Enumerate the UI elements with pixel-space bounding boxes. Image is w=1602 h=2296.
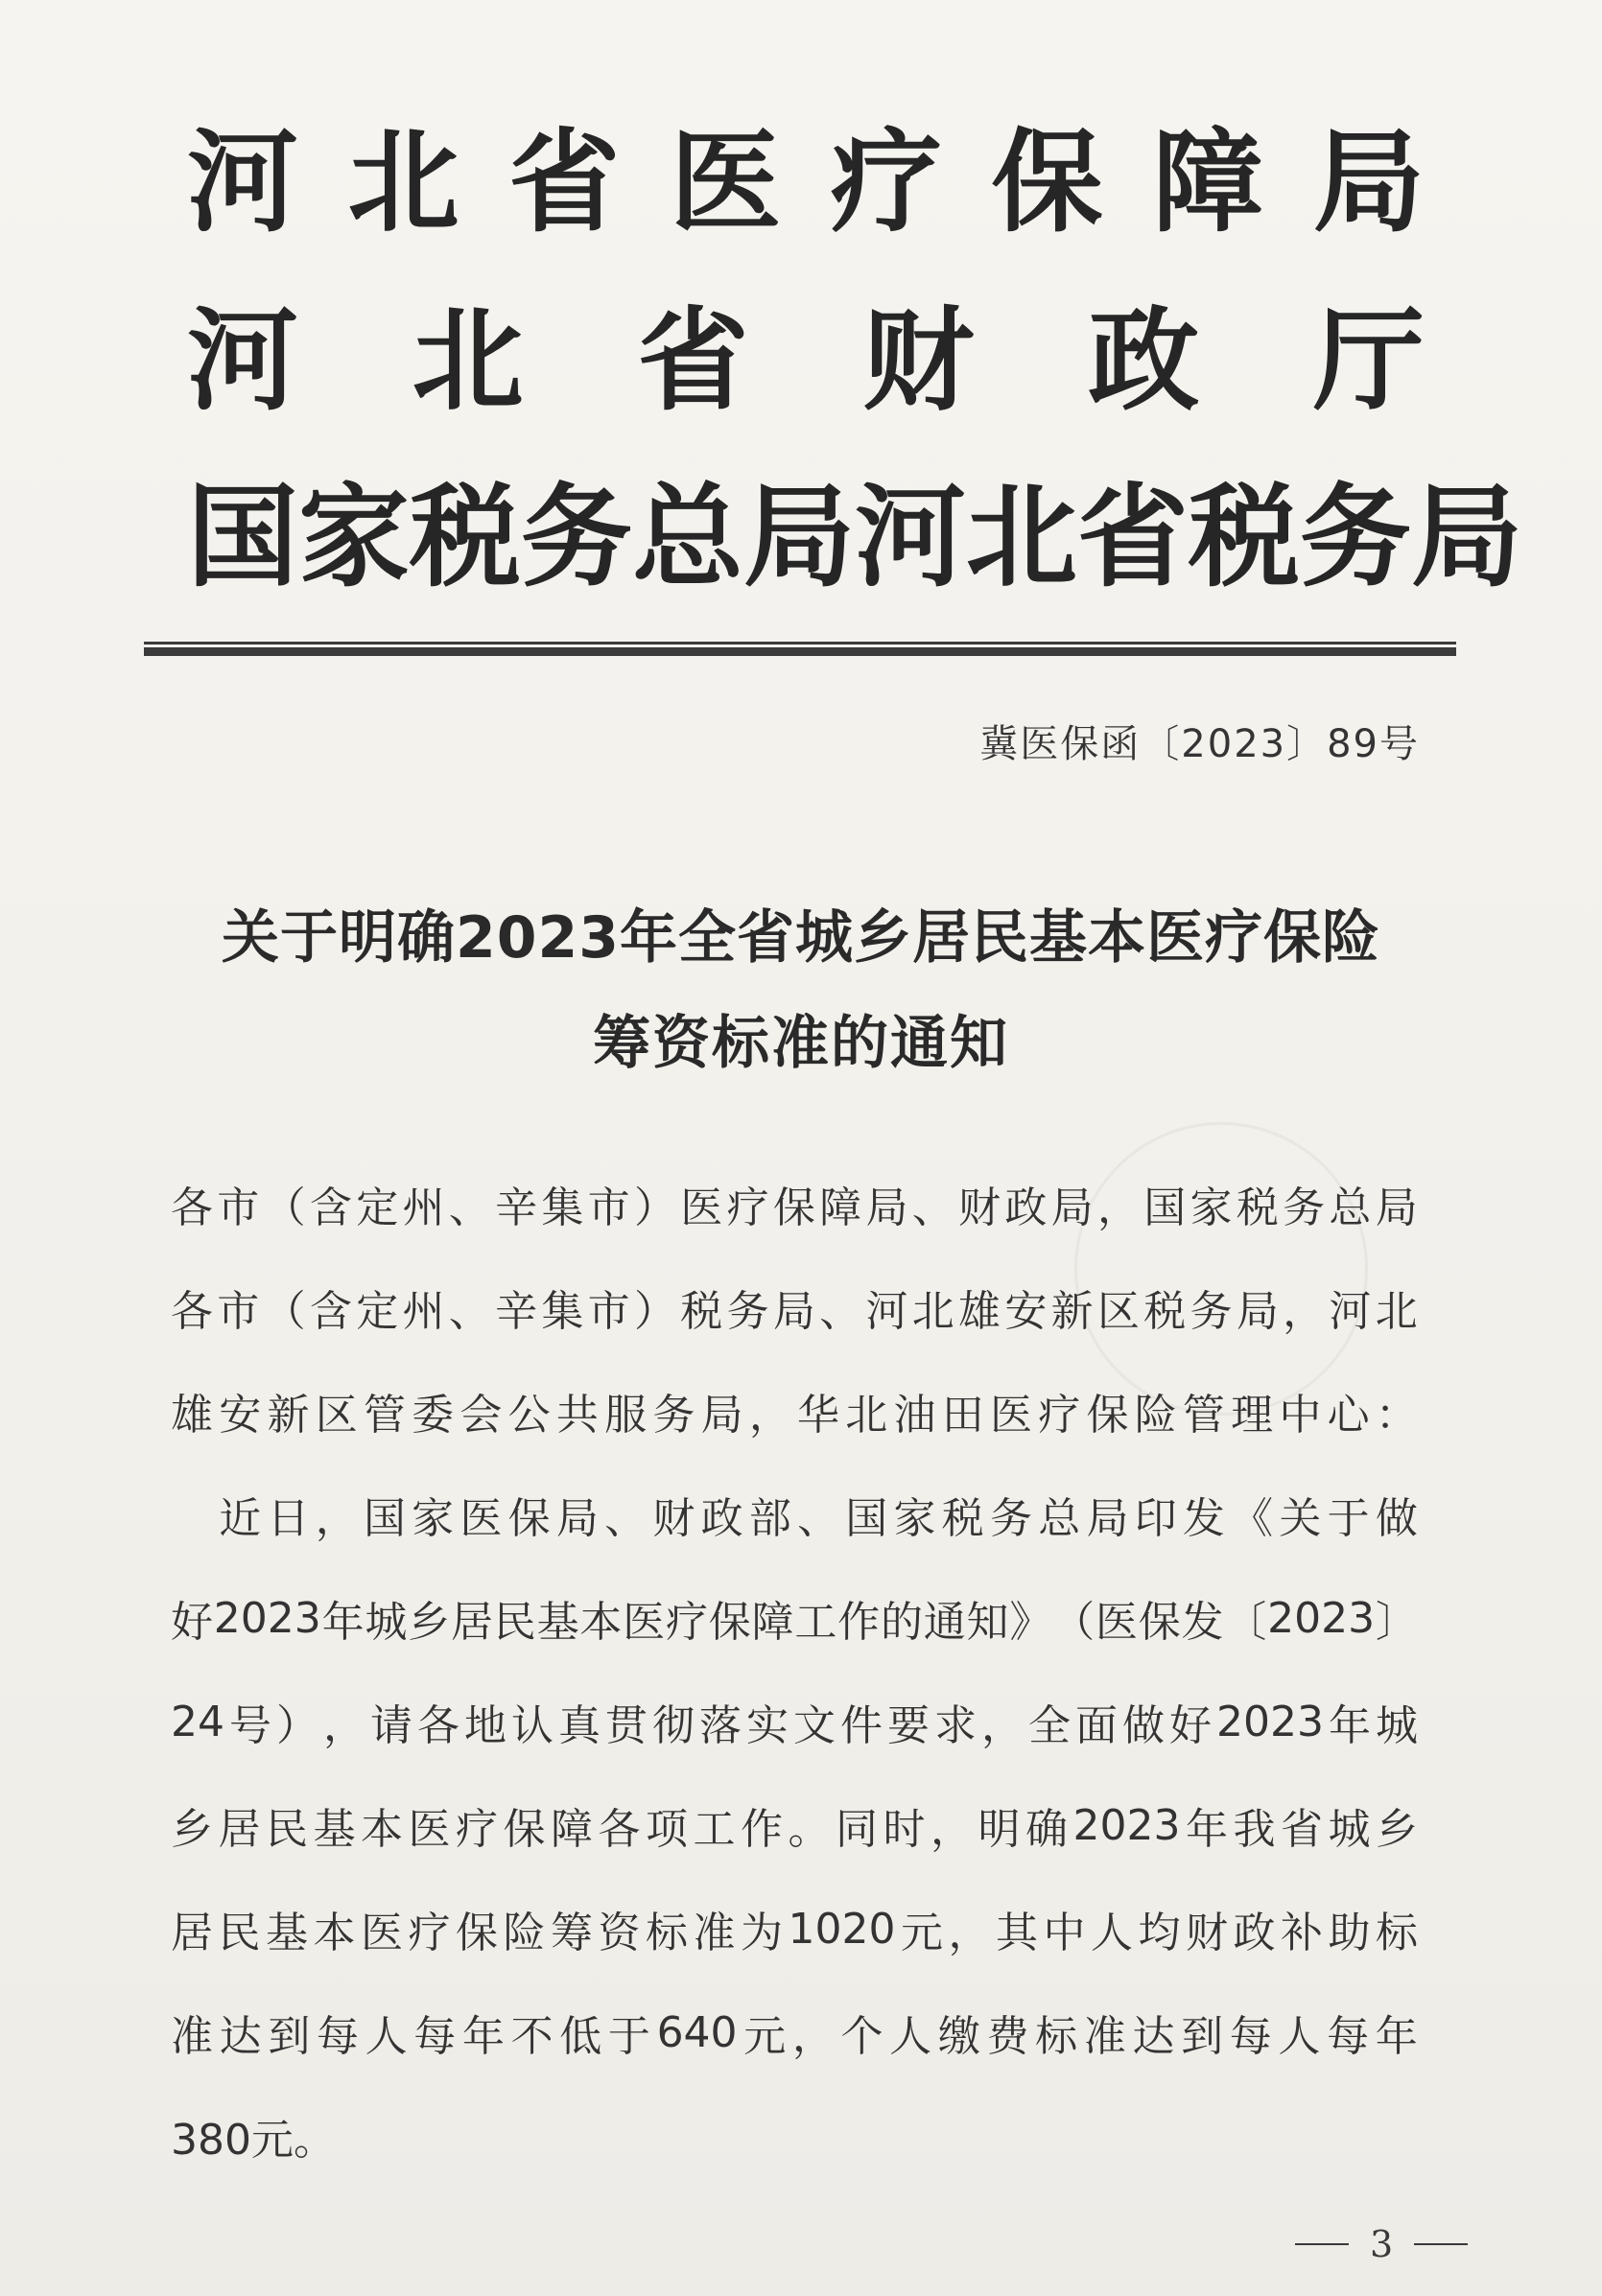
glyph: 人 — [365, 2012, 408, 2061]
glyph: 文 — [793, 1701, 836, 1750]
glyph: 号 — [229, 1701, 271, 1750]
glyph: 准 — [693, 1909, 736, 1957]
glyph: （ — [263, 1183, 306, 1232]
glyph: 保 — [1138, 1598, 1181, 1647]
glyph: 公 — [507, 1391, 551, 1440]
glyph: 助 — [1328, 1909, 1371, 1957]
document-title-line-1: 关于明确2023年全省城乡居民基本医疗保险 — [222, 904, 1380, 972]
glyph: 2023 — [1267, 1593, 1376, 1643]
glyph: 局 — [700, 1391, 743, 1440]
glyph: 医 — [680, 1183, 723, 1232]
glyph: 家 — [893, 1494, 936, 1543]
glyph: 税 — [941, 1494, 984, 1543]
glyph: 的 — [880, 1598, 923, 1647]
header-separator-rule — [144, 642, 1456, 656]
glyph: 疗 — [1038, 1391, 1081, 1440]
glyph: 均 — [1138, 1909, 1181, 1957]
glyph: 落 — [699, 1701, 742, 1750]
glyph: 障 — [1152, 117, 1264, 247]
glyph: 保 — [1086, 1391, 1129, 1440]
glyph: 到 — [268, 2012, 311, 2061]
glyph: 保 — [991, 117, 1103, 247]
glyph: 雄 — [958, 1287, 1001, 1336]
glyph: 准 — [171, 2012, 213, 2061]
glyph: 补 — [1280, 1909, 1323, 1957]
glyph: 政 — [1233, 1909, 1276, 1957]
glyph: 税 — [680, 1287, 723, 1336]
glyph: 明 — [978, 1805, 1021, 1854]
glyph: 税 — [410, 472, 521, 602]
glyph: 2023 — [1216, 1697, 1324, 1746]
glyph: 乡 — [408, 1598, 451, 1647]
glyph: 北 — [911, 1287, 954, 1336]
glyph: 基 — [313, 1805, 356, 1854]
glyph: 每 — [413, 2012, 457, 2061]
glyph: 人 — [1278, 2012, 1321, 2061]
glyph: 本 — [361, 1805, 403, 1854]
glyph: 项 — [646, 1805, 688, 1854]
glyph: 全 — [1028, 1701, 1071, 1750]
glyph: 财 — [958, 1183, 1001, 1232]
glyph: 要 — [887, 1701, 930, 1750]
glyph: 、 — [448, 1287, 491, 1336]
glyph: 市 — [587, 1183, 630, 1232]
glyph: 城 — [1328, 1805, 1371, 1854]
glyph: 安 — [1004, 1287, 1048, 1336]
glyph: 〕 — [1375, 1598, 1418, 1647]
glyph: 民 — [266, 1805, 308, 1854]
body-line — [171, 1900, 1418, 1957]
glyph: 民 — [493, 1598, 536, 1647]
glyph: 年 — [1375, 2012, 1418, 2061]
glyph: 时 — [883, 1805, 926, 1854]
glyph: ， — [791, 2012, 835, 2061]
glyph: 基 — [266, 1909, 308, 1957]
glyph: 2023 — [213, 1593, 321, 1643]
glyph: 印 — [1134, 1494, 1177, 1543]
page-number-dash-left — [1295, 2243, 1349, 2245]
glyph: 务 — [1190, 1287, 1233, 1336]
glyph: 中 — [1043, 1909, 1086, 1957]
glyph: 局 — [772, 1287, 815, 1336]
glyph: 障 — [819, 1183, 862, 1232]
glyph: 。 — [788, 1805, 831, 1854]
glyph: 定 — [356, 1183, 399, 1232]
body-line — [171, 1175, 1418, 1232]
glyph: ： — [1375, 1391, 1418, 1440]
glyph: 本 — [579, 1598, 623, 1647]
glyph: 北 — [966, 472, 1077, 602]
glyph: 其 — [995, 1909, 1038, 1957]
glyph: （ — [263, 1287, 306, 1336]
glyph: 总 — [1329, 1183, 1372, 1232]
issuer-tax-bureau — [187, 472, 1522, 602]
glyph: 好 — [1169, 1701, 1212, 1750]
glyph: 部 — [748, 1494, 791, 1543]
glyph: 医 — [459, 1494, 503, 1543]
glyph: 医 — [1095, 1598, 1138, 1647]
body-line — [171, 2003, 1418, 2061]
glyph: 、 — [911, 1183, 954, 1232]
glyph: 省 — [1280, 1805, 1323, 1854]
glyph: 标 — [1035, 2012, 1078, 2061]
glyph: 每 — [1327, 2012, 1370, 2061]
body-line — [171, 1278, 1418, 1336]
glyph: 疗 — [456, 1805, 498, 1854]
glyph: 筹 — [551, 1909, 593, 1957]
glyph: 辛 — [495, 1287, 538, 1336]
glyph: 医 — [670, 117, 782, 247]
glyph: 财 — [862, 295, 975, 426]
glyph: 雄 — [171, 1391, 213, 1440]
glyph: 1020 — [788, 1904, 896, 1954]
glyph: 管 — [1182, 1391, 1225, 1440]
glyph: 局 — [865, 1183, 908, 1232]
glyph: 委 — [412, 1391, 455, 1440]
glyph: 我 — [1233, 1805, 1276, 1854]
glyph: ， — [748, 1391, 791, 1440]
glyph: 税 — [1143, 1287, 1187, 1336]
glyph: 、 — [797, 1494, 840, 1543]
glyph: 新 — [1050, 1287, 1094, 1336]
glyph: 含 — [309, 1287, 352, 1336]
glyph: 民 — [218, 1909, 261, 1957]
glyph: ， — [981, 1701, 1024, 1750]
glyph: 局 — [1375, 1183, 1418, 1232]
glyph: 省 — [508, 117, 621, 247]
glyph: 财 — [1185, 1909, 1228, 1957]
glyph: 》 — [1009, 1598, 1052, 1647]
glyph: 城 — [365, 1598, 408, 1647]
glyph: 、 — [604, 1494, 648, 1543]
glyph: 安 — [219, 1391, 262, 1440]
glyph: 元 — [743, 2012, 787, 2061]
glyph: 障 — [551, 1805, 593, 1854]
glyph: 集 — [541, 1287, 584, 1336]
glyph: 元 — [900, 1909, 943, 1957]
glyph: 各 — [417, 1701, 459, 1750]
glyph: 油 — [893, 1391, 936, 1440]
glyph: 州 — [402, 1287, 445, 1336]
glyph: 医 — [408, 1805, 451, 1854]
glyph: 区 — [315, 1391, 358, 1440]
glyph: 障 — [751, 1598, 794, 1647]
glyph: 财 — [652, 1494, 695, 1543]
glyph: 疗 — [665, 1598, 708, 1647]
glyph: 总 — [632, 472, 743, 602]
glyph: 政 — [1004, 1183, 1048, 1232]
glyph: 保 — [772, 1183, 815, 1232]
glyph: 居 — [218, 1805, 261, 1854]
glyph: 局 — [743, 472, 855, 602]
glyph: 务 — [1283, 1183, 1326, 1232]
glyph: 会 — [459, 1391, 503, 1440]
document-number: 冀医保函〔2023〕89号 — [979, 722, 1420, 766]
body-line — [171, 1382, 1418, 1440]
glyph: 州 — [402, 1183, 445, 1232]
glyph: ， — [323, 1701, 365, 1750]
body-line: 380元。 — [171, 2116, 336, 2165]
glyph: 达 — [1132, 2012, 1175, 2061]
faint-seal-mark — [1074, 1122, 1368, 1416]
glyph: 日 — [267, 1494, 310, 1543]
glyph: 医 — [361, 1909, 403, 1957]
glyph: 政 — [1088, 295, 1200, 426]
glyph: 中 — [1279, 1391, 1322, 1440]
glyph: 厅 — [1312, 295, 1425, 426]
glyph: 省 — [637, 295, 749, 426]
glyph: 真 — [558, 1701, 601, 1750]
glyph: 区 — [1096, 1287, 1140, 1336]
glyph: 政 — [700, 1494, 743, 1543]
glyph: 河 — [187, 117, 298, 247]
glyph: 知 — [966, 1598, 1009, 1647]
glyph: 共 — [555, 1391, 599, 1440]
glyph: ， — [315, 1494, 358, 1543]
glyph: 医 — [989, 1391, 1032, 1440]
glyph: ， — [948, 1909, 991, 1957]
glyph: 总 — [1038, 1494, 1081, 1543]
glyph: 河 — [1329, 1287, 1372, 1336]
glyph: 人 — [1090, 1909, 1133, 1957]
glyph: 疗 — [408, 1909, 451, 1957]
glyph: 做 — [1375, 1494, 1418, 1543]
glyph: 确 — [1025, 1805, 1068, 1854]
glyph: 市 — [217, 1287, 260, 1336]
glyph: 标 — [1375, 1909, 1418, 1957]
glyph: 税 — [1236, 1183, 1279, 1232]
glyph: 于 — [1327, 1494, 1370, 1543]
body-line — [171, 1486, 1418, 1543]
glyph: 家 — [412, 1494, 455, 1543]
glyph: 好 — [171, 1598, 213, 1647]
glyph: 地 — [464, 1701, 507, 1750]
glyph: 省 — [1077, 472, 1189, 602]
glyph: 年 — [1328, 1701, 1371, 1750]
glyph: 〔 — [1224, 1598, 1267, 1647]
body-line — [171, 1589, 1418, 1647]
glyph: 务 — [521, 472, 632, 602]
glyph: 新 — [267, 1391, 310, 1440]
glyph: 疗 — [830, 117, 942, 247]
glyph: 市 — [217, 1183, 260, 1232]
glyph: 家 — [1190, 1183, 1233, 1232]
glyph: ， — [931, 1805, 973, 1854]
glyph: 于 — [607, 2012, 650, 2061]
body-line — [171, 1796, 1418, 1854]
glyph: 认 — [511, 1701, 554, 1750]
glyph: 为 — [741, 1909, 783, 1957]
glyph: 年 — [1185, 1805, 1228, 1854]
glyph: 险 — [1134, 1391, 1177, 1440]
glyph: 准 — [1083, 2012, 1126, 2061]
glyph: 2023 — [1072, 1800, 1181, 1850]
glyph: 保 — [503, 1805, 546, 1854]
glyph: 保 — [456, 1909, 498, 1957]
glyph: 河 — [865, 1287, 908, 1336]
glyph: 务 — [726, 1287, 769, 1336]
glyph: ， — [1096, 1183, 1140, 1232]
glyph: 关 — [1279, 1494, 1322, 1543]
issuer-finance-department — [187, 295, 1425, 426]
glyph: 每 — [316, 2012, 359, 2061]
glyph: 北 — [1375, 1287, 1418, 1336]
glyph: 华 — [797, 1391, 840, 1440]
page-number — [1295, 2223, 1468, 2265]
glyph: 费 — [986, 2012, 1029, 2061]
glyph: 税 — [1189, 472, 1300, 602]
glyph: 心 — [1327, 1391, 1370, 1440]
glyph: 缴 — [937, 2012, 980, 2061]
glyph: 北 — [347, 117, 459, 247]
glyph: 河 — [855, 472, 966, 602]
glyph: 到 — [1181, 2012, 1224, 2061]
glyph: 彻 — [652, 1701, 695, 1750]
glyph: 务 — [989, 1494, 1032, 1543]
glyph: ） — [633, 1183, 676, 1232]
glyph: 乡 — [1375, 1805, 1418, 1854]
glyph: （ — [1052, 1598, 1095, 1647]
glyph: 低 — [559, 2012, 602, 2061]
glyph: 田 — [941, 1391, 984, 1440]
page-number-dash-right — [1414, 2243, 1468, 2245]
glyph: 居 — [171, 1909, 213, 1957]
glyph: 基 — [536, 1598, 579, 1647]
glyph: 不 — [510, 2012, 554, 2061]
glyph: 市 — [587, 1287, 630, 1336]
glyph: ， — [1283, 1287, 1326, 1336]
glyph: 、 — [819, 1287, 862, 1336]
glyph: 医 — [623, 1598, 666, 1647]
glyph: 局 — [1236, 1287, 1279, 1336]
glyph: 人 — [889, 2012, 932, 2061]
glyph: 北 — [845, 1391, 888, 1440]
glyph: 资 — [598, 1909, 641, 1957]
glyph: 国 — [363, 1494, 406, 1543]
glyph: 作 — [741, 1805, 783, 1854]
glyph: 国 — [187, 472, 298, 602]
glyph: ） — [276, 1701, 318, 1750]
glyph: 局 — [1050, 1183, 1094, 1232]
glyph: 本 — [313, 1909, 356, 1957]
glyph: 集 — [541, 1183, 584, 1232]
glyph: 贯 — [605, 1701, 648, 1750]
glyph: 实 — [746, 1701, 789, 1750]
glyph: 管 — [363, 1391, 406, 1440]
glyph: 作 — [837, 1598, 881, 1647]
glyph: 达 — [219, 2012, 262, 2061]
glyph: 各 — [598, 1805, 641, 1854]
glyph: 面 — [1075, 1701, 1118, 1750]
document-title-line-2: 筹资标准的通知 — [593, 1010, 1009, 1077]
glyph: 工 — [794, 1598, 837, 1647]
glyph: 发 — [1182, 1494, 1225, 1543]
glyph: 请 — [370, 1701, 412, 1750]
issuer-medical-security-bureau — [187, 117, 1425, 247]
glyph: 局 — [1086, 1494, 1129, 1543]
glyph: 、 — [448, 1183, 491, 1232]
glyph: 年 — [321, 1598, 365, 1647]
glyph: 险 — [503, 1909, 546, 1957]
glyph: 各 — [171, 1287, 213, 1336]
glyph: 务 — [1300, 472, 1411, 602]
glyph: 北 — [412, 295, 524, 426]
glyph: 河 — [187, 295, 298, 426]
glyph: 局 — [555, 1494, 599, 1543]
glyph: 640 — [656, 2007, 738, 2057]
glyph: 城 — [1375, 1701, 1418, 1750]
glyph: 定 — [356, 1287, 399, 1336]
glyph: 个 — [840, 2012, 883, 2061]
glyph: 做 — [1122, 1701, 1165, 1750]
glyph: 国 — [845, 1494, 888, 1543]
glyph: 24 — [171, 1697, 224, 1746]
glyph: 辛 — [495, 1183, 538, 1232]
glyph: 家 — [298, 472, 410, 602]
glyph: 各 — [171, 1183, 213, 1232]
glyph: 务 — [652, 1391, 695, 1440]
glyph: 同 — [836, 1805, 878, 1854]
glyph: 居 — [450, 1598, 493, 1647]
glyph: 保 — [708, 1598, 751, 1647]
glyph: 件 — [840, 1701, 883, 1750]
glyph: ） — [633, 1287, 676, 1336]
glyph: 近 — [219, 1494, 262, 1543]
glyph: 《 — [1231, 1494, 1274, 1543]
glyph: 理 — [1231, 1391, 1274, 1440]
glyph: 工 — [693, 1805, 736, 1854]
glyph: 保 — [507, 1494, 551, 1543]
body-line — [171, 1693, 1418, 1750]
glyph: 年 — [461, 2012, 505, 2061]
glyph: 标 — [646, 1909, 688, 1957]
glyph: 通 — [923, 1598, 966, 1647]
glyph — [171, 1484, 213, 1545]
glyph: 求 — [934, 1701, 977, 1750]
glyph: 服 — [604, 1391, 648, 1440]
glyph: 局 — [1411, 472, 1522, 602]
glyph: 发 — [1181, 1598, 1224, 1647]
page-number-value: 3 — [1370, 2223, 1394, 2265]
glyph: 含 — [309, 1183, 352, 1232]
glyph: 乡 — [171, 1805, 213, 1854]
glyph: 局 — [1312, 117, 1425, 247]
glyph: 国 — [1143, 1183, 1187, 1232]
glyph: 每 — [1229, 2012, 1272, 2061]
glyph: 疗 — [726, 1183, 769, 1232]
